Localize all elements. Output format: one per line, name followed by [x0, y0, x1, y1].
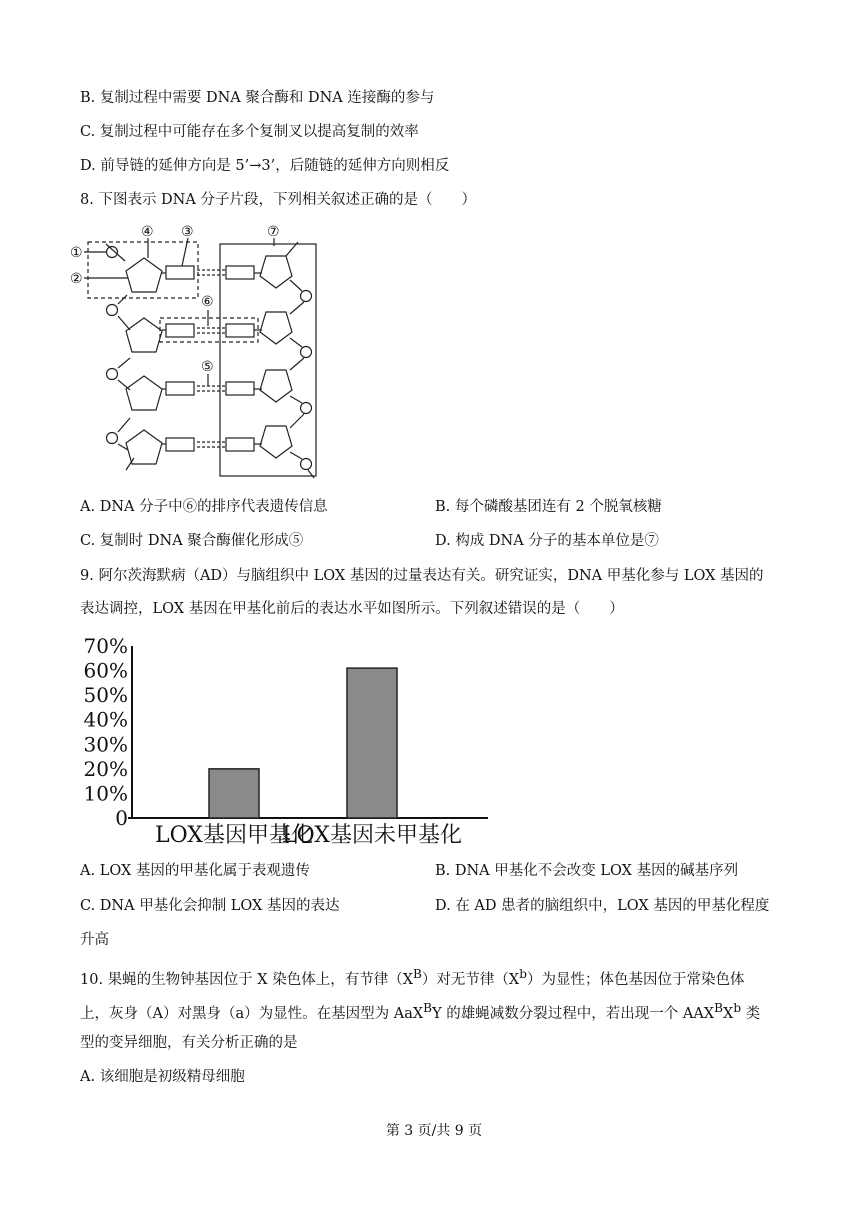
- q9-option-d-line2: 升高: [80, 932, 109, 948]
- page-footer: 第 3 页/共 9 页: [385, 1123, 483, 1139]
- label-7: ⑦: [267, 224, 280, 240]
- q10-line3: 型的变异细胞，有关分析正确的是: [80, 1035, 298, 1051]
- q9-stem-line2: 表达调控，LOX 基因在甲基化前后的表达水平如图所示。下列叙述错误的是（ ）: [80, 601, 624, 617]
- q9-stem-line1: 9. 阿尔茨海默病（AD）与脑组织中 LOX 基因的过量表达有关。研究证实，DNA 甲基化参与 LOX 基因的: [80, 568, 764, 584]
- q8-stem: 8. 下图表示 DNA 分子片段，下列相关叙述正确的是（ ）: [80, 192, 476, 208]
- bar-1: [209, 769, 259, 818]
- q10-line1: [80, 964, 744, 990]
- label-6: ⑥: [201, 294, 214, 310]
- y-tick-label: 70%: [83, 634, 128, 658]
- q9-option-b: B. DNA 甲基化不会改变 LOX 基因的碱基序列: [435, 863, 739, 879]
- category-label-2: LOX基因未甲基化: [282, 823, 462, 848]
- q10-option-a: A. 该细胞是初级精母细胞: [80, 1069, 245, 1085]
- q10-text: 10. 果蝇的生物钟基因位于 X 染色体上，有节律$(X^B)$对无节律$(X^b)$为显性；体色基因位于常染色体: [80, 967, 745, 988]
- bar-2: [347, 668, 397, 818]
- q8-option-d: D. 构成 DNA 分子的基本单位是⑦: [435, 533, 659, 549]
- category-label-1: LOX基因甲基化: [155, 823, 313, 848]
- label-3: ③: [181, 224, 194, 240]
- label-1: ①: [70, 245, 83, 261]
- q10-line2: [80, 998, 760, 1024]
- y-tick-label: 0: [115, 806, 128, 830]
- dna-fragment-diagram: [70, 218, 330, 480]
- y-tick-label: 40%: [83, 707, 128, 732]
- y-tick-label: 60%: [83, 658, 128, 683]
- q8-option-b: B. 每个磷酸基团连有 2 个脱氧核糖: [435, 499, 662, 515]
- q10-text-2: 上，灰身（A）对黑身（a）为显性。在基因型为 AaX$^B$Y 的雄蝇减数分裂过程中，若出现一个 $AAX^BX^b$ 类: [80, 1001, 761, 1022]
- label-5: ⑤: [201, 359, 214, 375]
- q7-option-c: C. 复制过程中可能存在多个复制叉以提高复制的效率: [80, 124, 419, 140]
- q7-option-b: B. 复制过程中需要 DNA 聚合酶和 DNA 连接酶的参与: [80, 90, 435, 106]
- q7-option-d: D. 前导链的延伸方向是 5’→3’，后随链的延伸方向则相反: [80, 158, 450, 174]
- y-tick-label: 10%: [83, 781, 128, 806]
- y-tick-label: 20%: [83, 756, 128, 781]
- q8-option-c: C. 复制时 DNA 聚合酶催化形成⑤: [80, 533, 304, 549]
- q9-option-d-line1: D. 在 AD 患者的脑组织中，LOX 基因的甲基化程度: [435, 898, 770, 914]
- y-tick-label: 50%: [83, 683, 128, 708]
- label-4: ④: [141, 224, 154, 240]
- lox-expression-bar-chart: [76, 632, 496, 852]
- q8-option-a: A. DNA 分子中⑥的排序代表遗传信息: [80, 499, 328, 515]
- q9-option-c: C. DNA 甲基化会抑制 LOX 基因的表达: [80, 898, 340, 914]
- label-2: ②: [70, 271, 83, 287]
- y-tick-label: 30%: [83, 732, 128, 757]
- q9-option-a: A. LOX 基因的甲基化属于表观遗传: [80, 863, 310, 879]
